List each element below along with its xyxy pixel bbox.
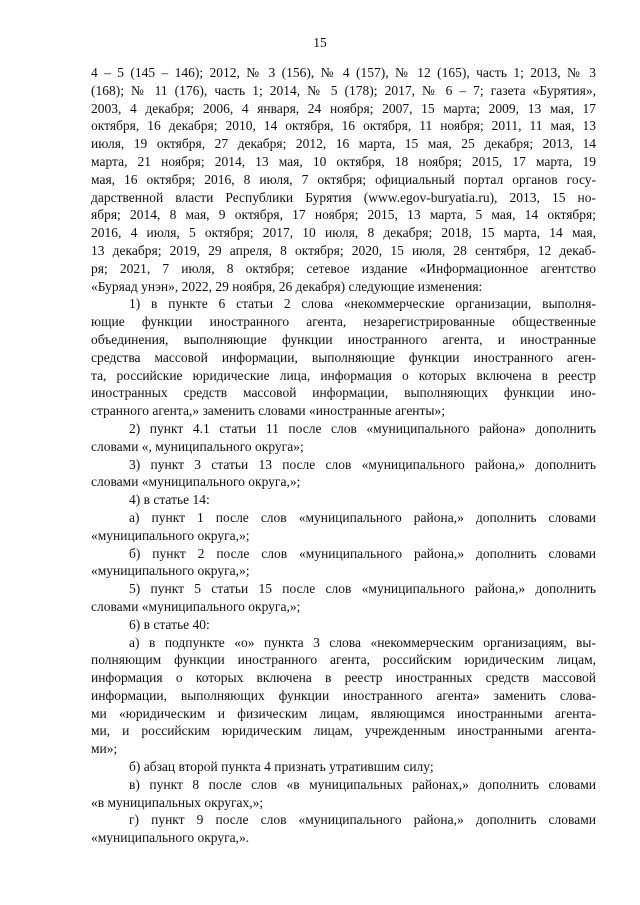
text-line: словами «, муниципального округа»;: [91, 438, 304, 454]
text-line: 2) пункт 4.1 статьи 11 после слов «муниципального района» дополнить: [129, 420, 596, 436]
text-line: «муниципального округа,»;: [91, 527, 250, 543]
text-line: 5) пункт 5 статьи 15 после слов «муниципального района,» дополнить: [129, 581, 596, 597]
page-number: 15: [313, 35, 327, 50]
text-line: 4) в статье 14:: [129, 492, 210, 508]
text-line: 1) в пункте 6 статьи 2 слова «некоммерческие организации, выполня-: [129, 296, 596, 312]
text-line: полняющим функции иностранного агента, российским юридическим лицам,: [91, 652, 596, 668]
text-line: б) абзац второй пункта 4 признать утратившим силу;: [129, 759, 434, 775]
text-line: странного агента,» заменить словами «иностранные агенты»;: [91, 403, 446, 419]
text-line: 3) пункт 3 статьи 13 после слов «муниципального района,» дополнить: [129, 456, 596, 472]
text-line: ября; 2014, 8 мая, 9 октября, 17 ноября; 2015, 13 марта, 5 мая, 14 октября;: [91, 207, 596, 223]
text-line: ми «юридическим и физическим лицам, являющимся иностранными агента-: [91, 705, 596, 721]
text-line: ющие функции иностранного агента, незарегистрированные общественные: [91, 314, 596, 330]
text-line: «муниципального округа,».: [91, 830, 250, 846]
text-line: 6) в статье 40:: [129, 616, 210, 632]
text-line: «в муниципальных округах,»;: [91, 794, 264, 810]
text-line: информации, выполняющих функции иностранного агента» заменить слова-: [91, 687, 596, 703]
text-line: 2016, 4 июля, 5 октября; 2017, 10 июля, 8 декабря; 2018, 15 марта, 14 мая,: [91, 225, 596, 241]
text-line: «муниципального округа,»;: [91, 563, 250, 579]
text-line: а) пункт 1 после слов «муниципального района,» дополнить словами: [129, 509, 596, 525]
text-line: дарственной власти Республики Бурятия (www.egov-buryatia.ru), 2013, 15 но-: [91, 189, 596, 205]
text-line: 2003, 4 декабря; 2006, 4 января, 24 ноября; 2007, 15 марта; 2009, 13 мая, 17: [91, 100, 596, 116]
text-line: словами «муниципального округа,»;: [91, 474, 301, 490]
text-line: ми»;: [91, 741, 118, 757]
text-line: «Буряад унэн», 2022, 29 ноября, 26 декабря) следующие изменения:: [91, 278, 483, 294]
text-line: ми, и российским юридическим лицам, учрежденным иностранными агента-: [91, 723, 596, 739]
text-line: та, российские юридические лица, информация о которых включена в реестр: [91, 367, 596, 383]
text-line: октября, 16 декабря; 2010, 14 октября, 16 октября, 11 ноября; 2011, 11 мая, 13: [91, 118, 596, 134]
text-line: ря; 2021, 7 июля, 8 октября; сетевое издание «Информационное агентство: [91, 260, 596, 276]
text-line: словами «муниципального округа,»;: [91, 598, 301, 614]
text-line: иностранных средств массовой информации, выполняющих функции ино-: [91, 385, 596, 401]
document-body: [91, 64, 596, 847]
text-line: г) пункт 9 после слов «муниципального района,» дополнить словами: [129, 812, 596, 828]
text-line: объединения, выполняющие функции иностранного агента, и иностранные: [91, 331, 596, 347]
text-line: а) в подпункте «о» пункта 3 слова «некоммерческим организациям, вы-: [129, 634, 596, 650]
text-line: 13 декабря; 2019, 29 апреля, 8 октября; 2020, 15 июля, 28 сентября, 12 декаб-: [91, 242, 596, 258]
text-line: средства массовой информации, выполняющие функции иностранного аген-: [91, 349, 596, 365]
text-line: в) пункт 8 после слов «в муниципальных районах,» дополнить словами: [129, 776, 596, 792]
text-line: июля, 19 октября, 27 декабря; 2012, 16 марта, 15 мая, 25 декабря; 2013, 14: [91, 136, 596, 152]
text-line: мая, 16 октября; 2016, 8 июля, 7 октября; официальный портал органов госу-: [91, 171, 596, 187]
text-line: информация о которых включена в реестр иностранных средств массовой: [91, 670, 596, 686]
text-line: б) пункт 2 после слов «муниципального района,» дополнить словами: [129, 545, 596, 561]
text-line: (168); № 11 (176), часть 1; 2014, № 5 (178); 2017, № 6 – 7; газета «Бурятия»,: [91, 82, 596, 98]
text-line: 4 – 5 (145 – 146); 2012, № 3 (156), № 4 (157), № 12 (165), часть 1; 2013, № 3: [91, 65, 596, 80]
text-line: марта, 21 ноября; 2014, 13 мая, 10 октября, 18 ноября; 2015, 17 марта, 19: [91, 153, 596, 169]
